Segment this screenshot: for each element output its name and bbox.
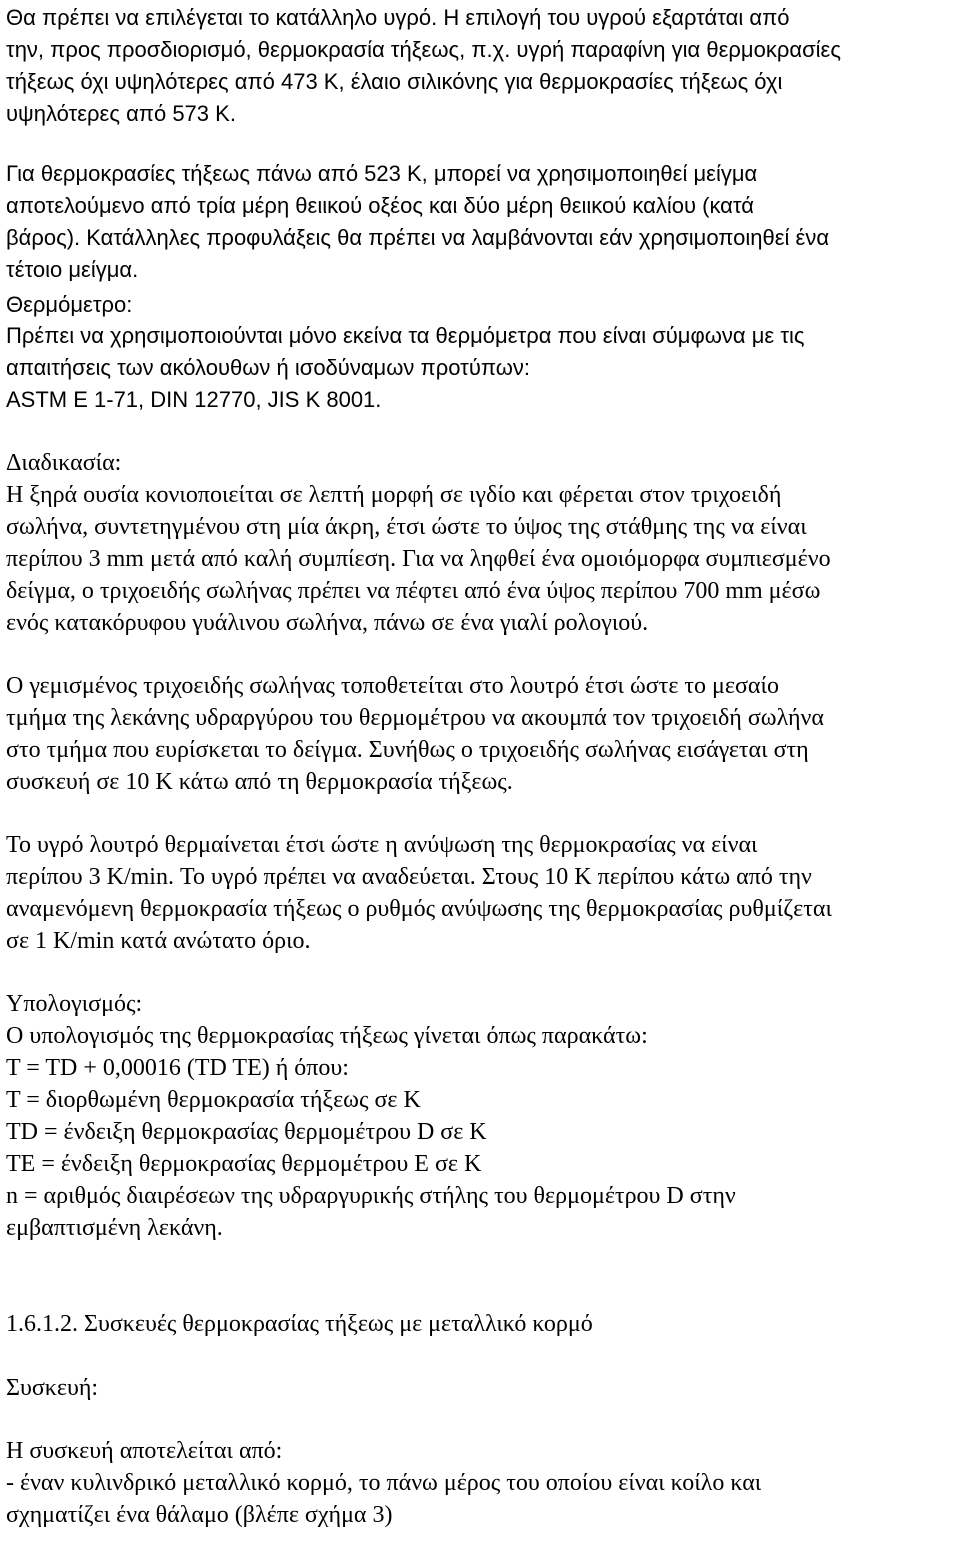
text-line: σε 1 K/min κατά ανώτατο όριο. <box>6 928 311 954</box>
formula-line: T = TD + 0,00016 (TD TE) ή όπου: <box>6 1055 349 1081</box>
text-line: Για θερμοκρασίες τήξεως πάνω από 523 K, μπορεί να χρησιμοποιηθεί μείγμα <box>6 161 758 186</box>
text-line: Ο γεμισμένος τριχοειδής σωλήνας τοποθετείται στο λουτρό έτσι ώστε το μεσαίο <box>6 673 779 699</box>
procedure-heading: Διαδικασία: <box>6 450 122 476</box>
text-line: σχηματίζει ένα θάλαμο (βλέπε σχήμα 3) <box>6 1502 393 1528</box>
text-line: τμήμα της λεκάνης υδραργύρου του θερμομέτρου να ακουμπά τον τριχοειδή σωλήνα <box>6 705 824 731</box>
text-line: στο τμήμα που ευρίσκεται το δείγμα. Συνήθως ο τριχοειδής σωλήνας εισάγεται στη <box>6 737 809 763</box>
text-line: δείγμα, ο τριχοειδής σωλήνας πρέπει να πέφτει από ένα ύψος περίπου 700 mm μέσω <box>6 578 821 604</box>
definition-line: T = διορθωμένη θερμοκρασία τήξεως σε K <box>6 1087 421 1113</box>
text-line: ASTM E 1-71, DIN 12770, JIS K 8001. <box>6 387 382 412</box>
text-line: Θα πρέπει να επιλέγεται το κατάλληλο υγρό. Η επιλογή του υγρού εξαρτάται από <box>6 5 790 30</box>
text-line: βάρος). Κατάλληλες προφυλάξεις θα πρέπει να λαμβάνονται εάν χρησιμοποιηθεί ένα <box>6 225 830 250</box>
text-line: συσκευή σε 10 K κάτω από τη θερμοκρασία τήξεως. <box>6 769 513 795</box>
text-line: περίπου 3 K/min. Το υγρό πρέπει να αναδεύεται. Στους 10 K περίπου κάτω από την <box>6 864 812 890</box>
text-line: Πρέπει να χρησιμοποιούνται μόνο εκείνα τα θερμόμετρα που είναι σύμφωνα με τις <box>6 323 805 348</box>
text-line: Το υγρό λουτρό θερμαίνεται έτσι ώστε η ανύψωση της θερμοκρασίας να είναι <box>6 832 758 858</box>
text-line: σωλήνα, συντετηγμένου στη μία άκρη, έτσι ώστε το ύψος της στάθμης της να είναι <box>6 514 807 540</box>
definition-line: n = αριθμός διαιρέσεων της υδραργυρικής στήλης του θερμομέτρου D στην <box>6 1183 736 1209</box>
text-line: Ο υπολογισμός της θερμοκρασίας τήξεως γίνεται όπως παρακάτω: <box>6 1023 648 1049</box>
text-line: υψηλότερες από 573 K. <box>6 101 236 126</box>
apparatus-heading: Συσκευή: <box>6 1375 99 1401</box>
text-line: αποτελούμενο από τρία μέρη θειικού οξέος και δύο μέρη θειικού καλίου (κατά <box>6 193 754 218</box>
definition-line: εμβαπτισμένη λεκάνη. <box>6 1215 223 1241</box>
text-line: ενός κατακόρυφου γυάλινου σωλήνα, πάνω σε ένα γιαλί ρολογιού. <box>6 610 649 636</box>
calculation-heading: Υπολογισμός: <box>6 991 143 1017</box>
section-heading: 1.6.1.2. Συσκευές θερμοκρασίας τήξεως με μεταλλικό κορμό <box>6 1311 593 1337</box>
definition-line: TD = ένδειξη θερμοκρασίας θερμομέτρου D σε K <box>6 1119 487 1145</box>
text-line: τέτοιο μείγμα. <box>6 257 139 282</box>
text-line: Η ξηρά ουσία κονιοποιείται σε λεπτή μορφή σε ιγδίο και φέρεται στον τριχοειδή <box>6 482 782 508</box>
definition-line: TE = ένδειξη θερμοκρασίας θερμομέτρου E σε K <box>6 1151 482 1177</box>
text-line: αναμενόμενη θερμοκρασία τήξεως ο ρυθμός ανύψωσης της θερμοκρασίας ρυθμίζεται <box>6 896 832 922</box>
text-line: - έναν κυλινδρικό μεταλλικό κορμό, το πάνω μέρος του οποίου είναι κοίλο και <box>6 1470 762 1496</box>
thermometer-heading: Θερμόμετρο: <box>6 292 133 317</box>
text-line: περίπου 3 mm μετά από καλή συμπίεση. Για να ληφθεί ένα ομοιόμορφα συμπιεσμένο <box>6 546 831 572</box>
text-line: τήξεως όχι υψηλότερες από 473 K, έλαιο σιλικόνης για θερμοκρασίες τήξεως όχι <box>6 69 783 94</box>
text-line: απαιτήσεις των ακόλουθων ή ισοδύναμων προτύπων: <box>6 355 531 380</box>
apparatus-intro: Η συσκευή αποτελείται από: <box>6 1438 283 1464</box>
text-line: την, προς προσδιορισμό, θερμοκρασία τήξεως, π.χ. υγρή παραφίνη για θερμοκρασίες <box>6 37 841 62</box>
